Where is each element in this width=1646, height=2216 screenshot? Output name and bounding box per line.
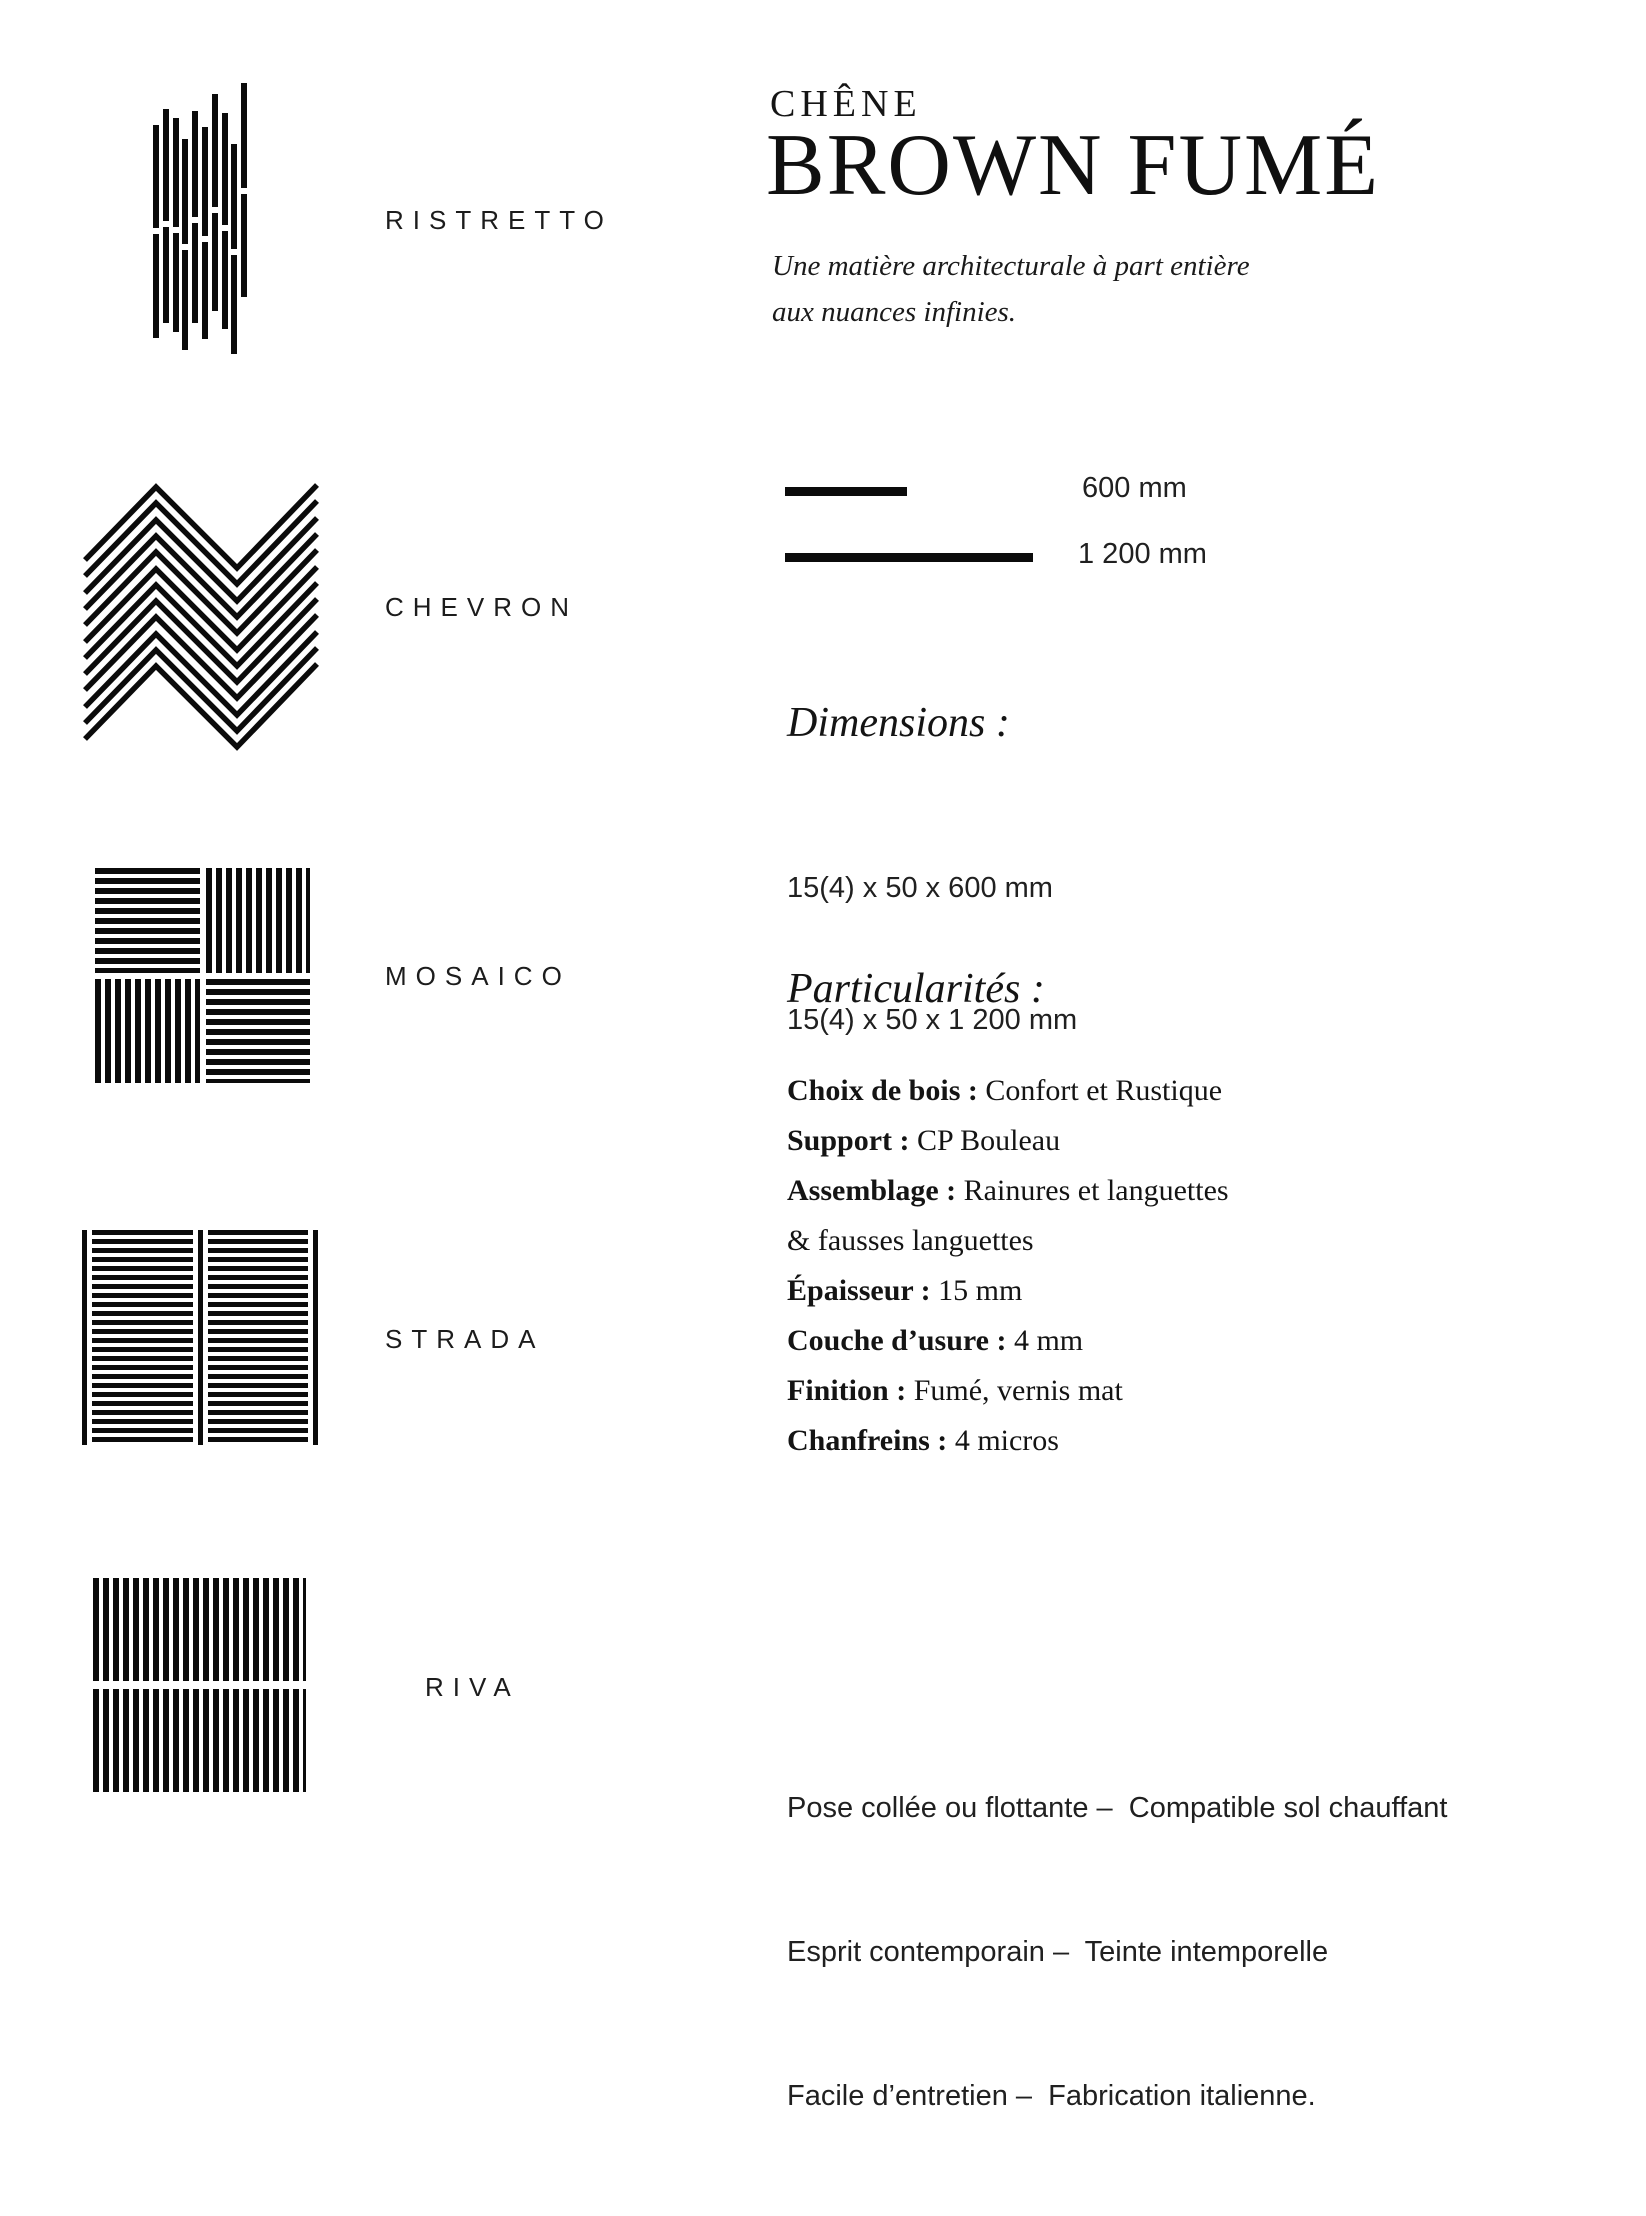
strada-divider xyxy=(198,1230,203,1445)
length-bar-600 xyxy=(785,487,907,496)
mosaico-quadrant xyxy=(206,868,311,973)
spec-label: Chanfreins : xyxy=(787,1424,948,1457)
spec-label: Épaisseur : xyxy=(787,1274,931,1307)
specs-list xyxy=(787,1066,1229,1466)
riva-row xyxy=(93,1578,306,1681)
footer-line: Facile d’entretien – Fabrication italienne. xyxy=(787,2080,1316,2112)
spec-label: Choix de bois : xyxy=(787,1074,978,1107)
spec-value: CP Bouleau xyxy=(909,1124,1061,1157)
spec-row xyxy=(787,1066,1229,1116)
spec-value: & fausses languettes xyxy=(787,1224,1034,1257)
mosaico-quadrant xyxy=(95,979,200,1084)
mosaico-quadrant xyxy=(95,868,200,973)
pattern-label-riva: RIVA xyxy=(425,1672,520,1702)
riva-pattern-icon xyxy=(93,1578,306,1792)
dimensions-heading: Dimensions : xyxy=(787,700,1010,746)
strada-divider xyxy=(313,1230,318,1445)
product-kicker: CHÊNE xyxy=(770,83,922,125)
strada-divider xyxy=(82,1230,87,1445)
length-bar-1200 xyxy=(785,553,1033,562)
chevron-pattern-icon xyxy=(85,478,320,748)
mosaico-quadrant xyxy=(206,979,311,1084)
spec-label: Assemblage : xyxy=(787,1174,957,1207)
pattern-label-mosaico: MOSAICO xyxy=(385,961,571,991)
strada-panel xyxy=(208,1230,309,1445)
spec-label: Support : xyxy=(787,1124,910,1157)
footer-notes xyxy=(787,1688,1447,2216)
strada-panel xyxy=(92,1230,193,1445)
spec-row xyxy=(787,1216,1229,1266)
riva-row xyxy=(93,1689,306,1792)
pattern-label-ristretto: RISTRETTO xyxy=(385,205,613,235)
strada-pattern-icon xyxy=(82,1230,318,1445)
subtitle-line: aux nuances infinies. xyxy=(772,296,1017,328)
dimension-item: 15(4) x 50 x 1 200 mm xyxy=(787,1004,1078,1036)
spec-value: 4 micros xyxy=(947,1424,1059,1457)
spec-row xyxy=(787,1416,1229,1466)
spec-value: Fumé, vernis mat xyxy=(906,1374,1123,1407)
mosaico-pattern-icon xyxy=(95,868,310,1083)
footer-line: Pose collée ou flottante – Compatible sol chauffant xyxy=(787,1792,1448,1824)
product-title: BROWN FUMÉ xyxy=(766,117,1381,214)
spec-value: 15 mm xyxy=(930,1274,1023,1307)
spec-label: Couche d’usure : xyxy=(787,1324,1007,1357)
spec-row xyxy=(787,1316,1229,1366)
spec-row xyxy=(787,1116,1229,1166)
footer-line: Esprit contemporain – Teinte intemporelle xyxy=(787,1936,1329,1968)
spec-label: Finition : xyxy=(787,1374,907,1407)
spec-value: Rainures et languettes xyxy=(956,1174,1229,1207)
spec-row xyxy=(787,1266,1229,1316)
subtitle-line: Une matière architecturale à part entière xyxy=(772,250,1250,282)
ristretto-pattern-icon xyxy=(153,83,248,360)
pattern-label-strada: STRADA xyxy=(385,1324,545,1354)
product-subtitle xyxy=(772,243,1250,335)
length-label-1200: 1 200 mm xyxy=(1078,538,1207,570)
spec-row xyxy=(787,1366,1229,1416)
spec-value: 4 mm xyxy=(1006,1324,1084,1357)
pattern-label-chevron: CHEVRON xyxy=(385,592,579,622)
spec-value: Confort et Rustique xyxy=(977,1074,1223,1107)
length-label-600: 600 mm xyxy=(1082,472,1187,504)
dimension-item: 15(4) x 50 x 600 mm xyxy=(787,872,1053,904)
particularites-heading: Particularités : xyxy=(787,966,1045,1012)
spec-row xyxy=(787,1166,1229,1216)
